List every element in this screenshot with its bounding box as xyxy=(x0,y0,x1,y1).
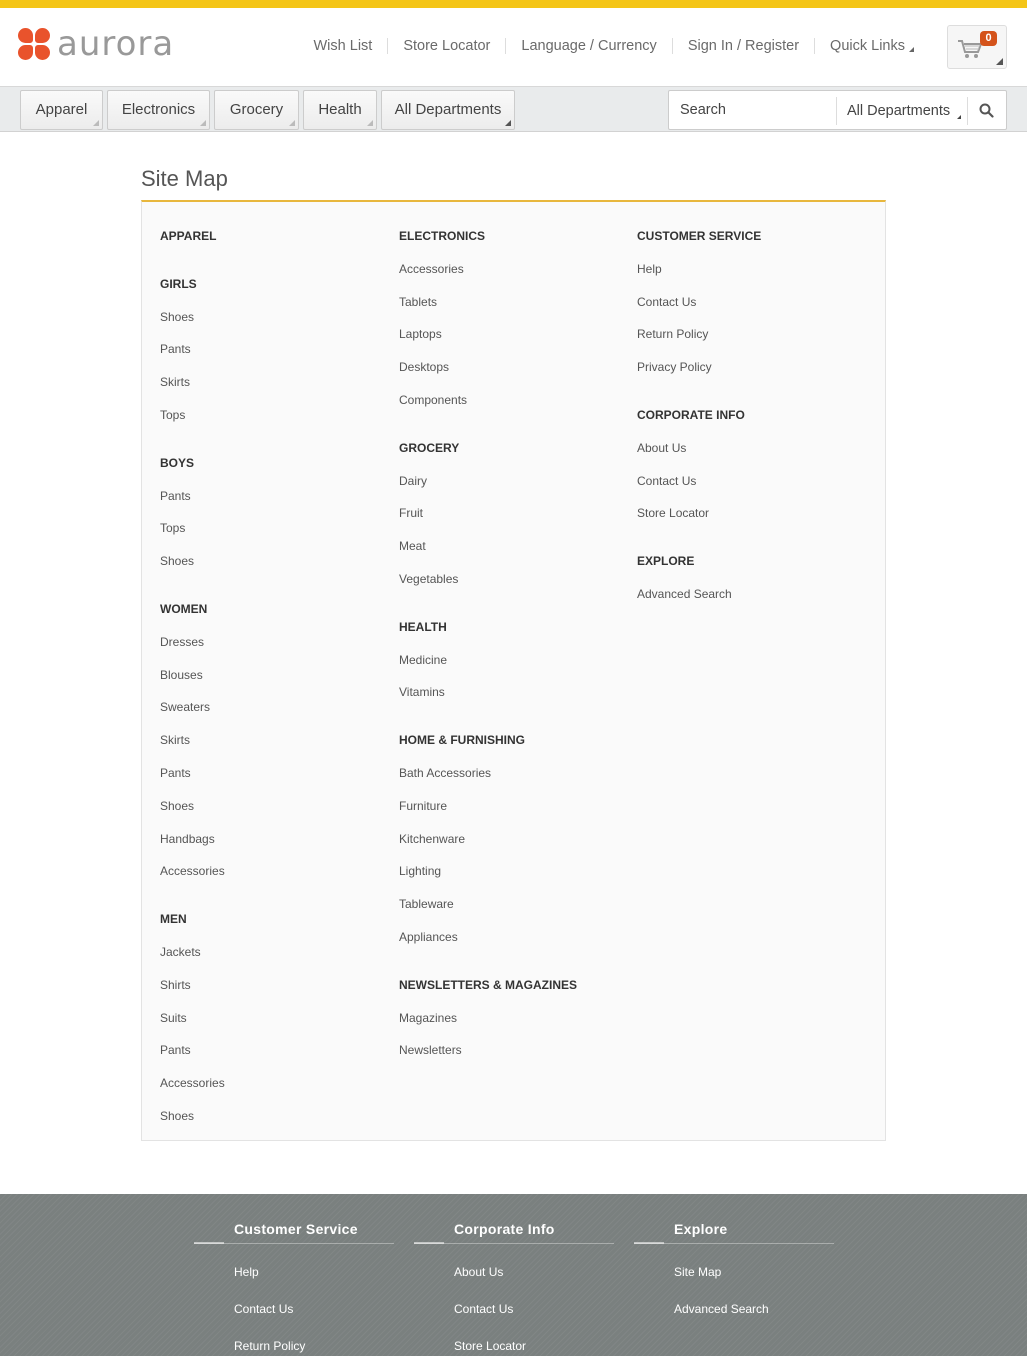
nav-apparel-label: Apparel xyxy=(35,101,88,118)
nav-apparel-button[interactable] xyxy=(20,90,103,130)
wish-list-link[interactable]: Wish List xyxy=(313,38,373,54)
sitemap-heading-explore[interactable]: EXPLORE xyxy=(637,554,695,568)
footer-link[interactable]: Help xyxy=(234,1265,259,1279)
footer-link[interactable]: Contact Us xyxy=(234,1302,294,1316)
dropdown-corner-icon xyxy=(909,47,914,52)
sitemap-heading-newsletters-magazines[interactable]: NEWSLETTERS & MAGAZINES xyxy=(399,978,578,992)
sitemap-link[interactable]: Meat xyxy=(399,539,426,553)
sitemap-panel xyxy=(141,200,886,1141)
sitemap-heading-boys[interactable]: BOYS xyxy=(160,456,195,470)
language-currency-link[interactable]: Language / Currency xyxy=(505,38,671,54)
footer-divider-accent xyxy=(414,1242,444,1244)
sitemap-link[interactable]: Return Policy xyxy=(637,327,709,341)
sitemap-heading-apparel[interactable]: APPAREL xyxy=(160,229,217,243)
sign-in-register-link[interactable]: Sign In / Register xyxy=(672,38,814,54)
sitemap-link[interactable]: Accessories xyxy=(160,864,225,878)
logo-flower-icon xyxy=(18,28,50,60)
footer-link[interactable]: Site Map xyxy=(674,1265,722,1279)
header-links xyxy=(299,38,930,54)
sitemap-heading-home-furnishing[interactable]: HOME & FURNISHING xyxy=(399,733,525,747)
sitemap-heading-customer-service[interactable]: CUSTOMER SERVICE xyxy=(637,229,762,243)
nav-all-departments-button[interactable] xyxy=(381,90,515,130)
sitemap-link[interactable]: Pants xyxy=(160,342,191,356)
search-bar xyxy=(668,90,1007,130)
footer-divider-accent xyxy=(634,1242,664,1244)
sitemap-link[interactable]: Skirts xyxy=(160,375,190,389)
sitemap-link[interactable]: Bath Accessories xyxy=(399,766,492,780)
department-nav xyxy=(0,86,1027,132)
footer-link[interactable]: Advanced Search xyxy=(674,1302,769,1316)
sitemap-link[interactable]: Components xyxy=(399,393,468,407)
sitemap-link[interactable]: Jackets xyxy=(160,945,201,959)
sitemap-link[interactable]: Vegetables xyxy=(399,572,459,586)
sitemap-link[interactable]: Advanced Search xyxy=(637,587,732,601)
sitemap-link[interactable]: Tableware xyxy=(399,897,454,911)
nav-electronics-label: Electronics xyxy=(121,101,196,118)
sitemap-link[interactable]: Accessories xyxy=(160,1076,225,1090)
store-locator-link[interactable]: Store Locator xyxy=(387,38,505,54)
footer-divider xyxy=(194,1243,394,1244)
dropdown-corner-icon xyxy=(200,120,206,126)
search-department-select[interactable]: All Departments xyxy=(847,103,951,119)
sitemap-heading-women[interactable]: WOMEN xyxy=(160,602,208,616)
sitemap-link[interactable]: Vitamins xyxy=(399,685,445,699)
top-accent-bar xyxy=(0,0,1027,8)
sitemap-link[interactable]: Skirts xyxy=(160,733,190,747)
sitemap-link[interactable]: Store Locator xyxy=(637,506,710,520)
footer-link[interactable]: Store Locator xyxy=(454,1339,527,1353)
sitemap-link[interactable]: Laptops xyxy=(399,327,442,341)
sitemap-link[interactable]: Contact Us xyxy=(637,474,697,488)
footer-heading: Corporate Info xyxy=(454,1221,555,1237)
sitemap-link[interactable]: Medicine xyxy=(399,653,448,667)
sitemap-link[interactable]: Newsletters xyxy=(399,1043,462,1057)
sitemap-link[interactable]: Shoes xyxy=(160,1109,195,1123)
sitemap-link[interactable]: Shoes xyxy=(160,310,195,324)
sitemap-heading-men[interactable]: MEN xyxy=(160,912,187,926)
sitemap-link[interactable]: Tops xyxy=(160,408,186,422)
dropdown-corner-icon xyxy=(505,120,511,126)
sitemap-link[interactable]: Magazines xyxy=(399,1011,458,1025)
footer-divider xyxy=(414,1243,614,1244)
dropdown-corner-icon xyxy=(367,120,373,126)
dropdown-corner-icon xyxy=(289,120,295,126)
sitemap-link[interactable]: Privacy Policy xyxy=(637,360,712,374)
sitemap-link[interactable]: Pants xyxy=(160,1043,191,1057)
dropdown-corner-icon xyxy=(957,115,961,119)
footer-divider xyxy=(634,1243,834,1244)
sitemap-link[interactable]: Pants xyxy=(160,489,191,503)
divider xyxy=(967,97,968,125)
page-title: Site Map xyxy=(141,166,228,191)
footer-heading: Customer Service xyxy=(234,1221,358,1237)
sitemap-link[interactable]: Blouses xyxy=(160,668,203,682)
footer xyxy=(0,1194,1027,1356)
dropdown-corner-icon xyxy=(93,120,99,126)
footer-heading: Explore xyxy=(674,1221,728,1237)
sitemap-link[interactable]: Appliances xyxy=(399,930,458,944)
nav-health-label: Health xyxy=(318,101,362,118)
sitemap-heading-corporate-info[interactable]: CORPORATE INFO xyxy=(637,408,745,422)
search-icon[interactable] xyxy=(979,103,994,118)
nav-electronics-button[interactable] xyxy=(107,90,210,130)
header xyxy=(0,8,1027,86)
footer-divider-accent xyxy=(194,1242,224,1244)
sitemap-heading-girls[interactable]: GIRLS xyxy=(160,277,197,291)
nav-grocery-button[interactable] xyxy=(214,90,299,130)
sitemap-link[interactable]: Fruit xyxy=(399,506,423,520)
sitemap-link[interactable]: Suits xyxy=(160,1011,187,1025)
sitemap-link[interactable]: Furniture xyxy=(399,799,448,813)
sitemap-link[interactable]: Dairy xyxy=(399,474,428,488)
sitemap-link[interactable]: Lighting xyxy=(399,864,442,878)
cart-button[interactable] xyxy=(947,25,1007,69)
quick-links-label: Quick Links xyxy=(830,38,905,54)
sitemap-link[interactable]: Handbags xyxy=(160,832,215,846)
footer-link[interactable]: About Us xyxy=(454,1265,504,1279)
quick-links-menu[interactable] xyxy=(814,38,929,54)
divider xyxy=(836,97,837,125)
logo[interactable] xyxy=(18,24,175,64)
sitemap-link[interactable]: About Us xyxy=(637,441,687,455)
nav-grocery-label: Grocery xyxy=(229,101,284,118)
sitemap-link[interactable]: Tops xyxy=(160,521,186,535)
logo-text: aurora xyxy=(57,24,175,64)
sitemap-heading-health[interactable]: HEALTH xyxy=(399,620,447,634)
sitemap-heading-electronics[interactable]: ELECTRONICS xyxy=(399,229,486,243)
cart-count-badge: 0 xyxy=(980,31,997,46)
sitemap-link[interactable]: Shoes xyxy=(160,799,195,813)
nav-all-departments-label: All Departments xyxy=(394,101,502,118)
sitemap-link[interactable]: Shoes xyxy=(160,554,195,568)
sitemap-link[interactable]: Accessories xyxy=(399,262,464,276)
search-input[interactable]: Search xyxy=(680,102,726,118)
sitemap-link[interactable]: Contact Us xyxy=(637,295,697,309)
sitemap-link[interactable]: Desktops xyxy=(399,360,450,374)
sitemap-link[interactable]: Tablets xyxy=(399,295,438,309)
footer-link[interactable]: Contact Us xyxy=(454,1302,514,1316)
sitemap-heading-grocery[interactable]: GROCERY xyxy=(399,441,460,455)
sitemap-link[interactable]: Pants xyxy=(160,766,191,780)
sitemap-link[interactable]: Dresses xyxy=(160,635,205,649)
sitemap-link[interactable]: Sweaters xyxy=(160,700,211,714)
sitemap-link[interactable]: Shirts xyxy=(160,978,191,992)
footer-link[interactable]: Return Policy xyxy=(234,1339,306,1353)
sitemap-link[interactable]: Help xyxy=(637,262,662,276)
sitemap-link[interactable]: Kitchenware xyxy=(399,832,466,846)
nav-health-button[interactable] xyxy=(303,90,377,130)
dropdown-corner-icon xyxy=(996,58,1003,65)
